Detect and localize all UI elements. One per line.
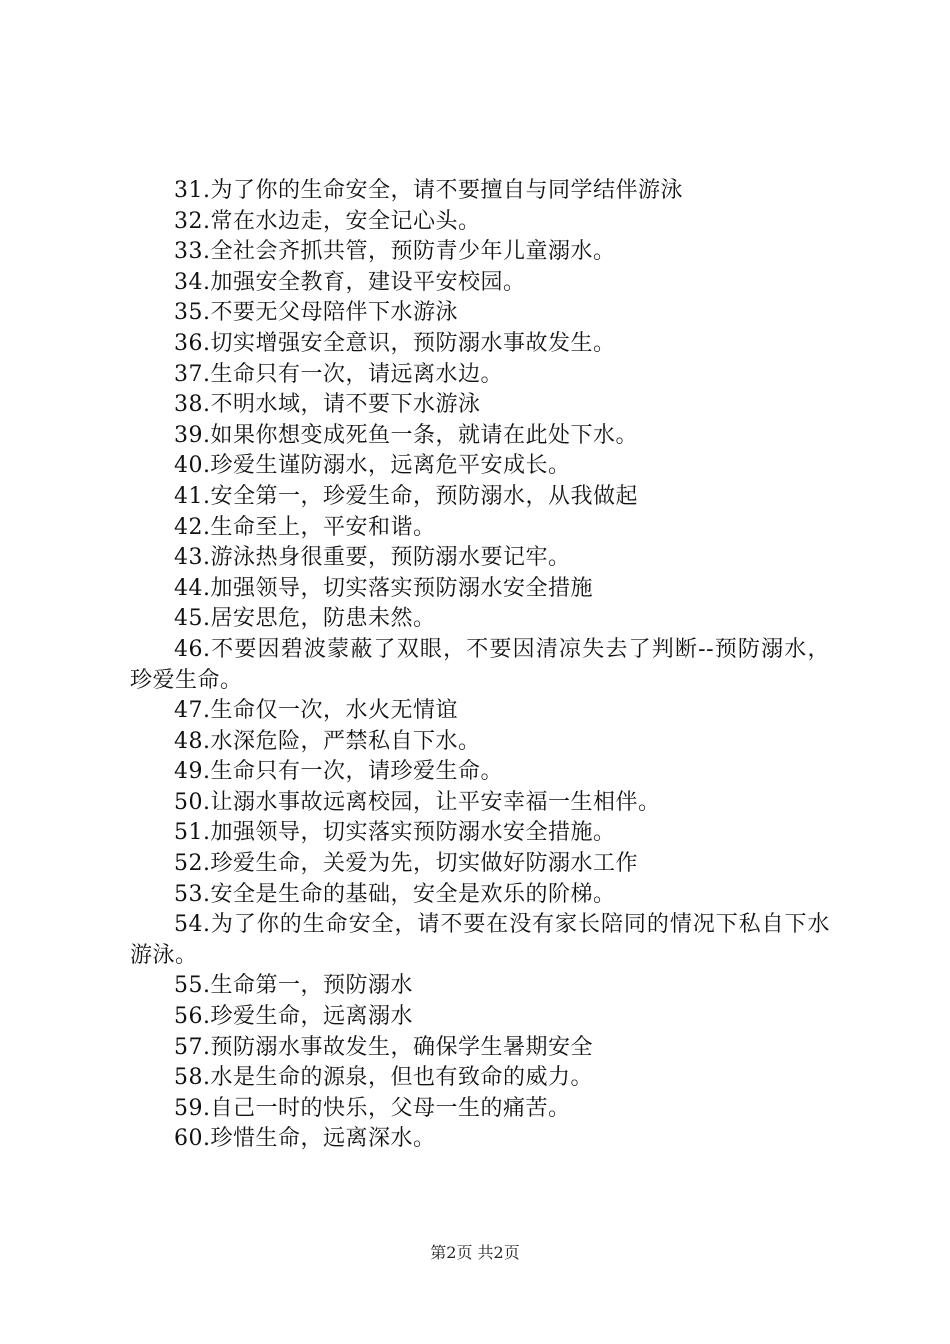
list-item: 49.生命只有一次，请珍爱生命。: [174, 759, 503, 785]
list-item: 56.珍爱生命，远离溺水: [174, 1004, 413, 1030]
list-item: 43.游泳热身很重要，预防溺水要记牢。: [174, 545, 571, 571]
list-item: 33.全社会齐抓共管，预防青少年儿童溺水。: [174, 239, 616, 265]
list-item: 48.水深危险，严禁私自下水。: [174, 728, 481, 754]
list-item: 34.加强安全教育，建设平安校园。: [174, 269, 526, 295]
list-item: 47.生命仅一次，水火无情谊: [174, 698, 458, 724]
list-item: 37.生命只有一次，请远离水边。: [174, 361, 503, 387]
list-item: 46.不要因碧波蒙蔽了双眼，不要因清凉失去了判断--预防溺水，珍爱生命。: [130, 636, 830, 693]
list-item: 38.不明水域，请不要下水游泳: [174, 392, 481, 418]
list-item: 59.自己一时的快乐，父母一生的痛苦。: [174, 1095, 571, 1121]
list-item: 54.为了你的生命安全，请不要在没有家长陪同的情况下私自下水游泳。: [130, 912, 830, 968]
list-item: 31.为了你的生命安全，请不要擅自与同学结伴游泳: [174, 178, 683, 203]
list-item: 60.珍惜生命，远离深水。: [174, 1126, 436, 1152]
list-item: 44.加强领导，切实落实预防溺水安全措施: [174, 575, 593, 601]
page-footer: [0, 1243, 950, 1263]
slogan-list: [130, 176, 830, 1155]
list-item: 50.让溺水事故远离校园，让平安幸福一生相伴。: [174, 789, 661, 815]
list-item: 58.水是生命的源泉，但也有致命的威力。: [174, 1065, 593, 1091]
list-item: 39.如果你想变成死鱼一条，就请在此处下水。: [174, 422, 638, 448]
list-item: 41.安全第一，珍爱生命，预防溺水，从我做起: [174, 483, 638, 509]
list-item: 51.加强领导，切实落实预防溺水安全措施。: [174, 820, 616, 846]
list-item: 35.不要无父母陪伴下水游泳: [174, 300, 458, 326]
list-item: 57.预防溺水事故发生，确保学生暑期安全: [174, 1034, 593, 1060]
list-item: 52.珍爱生命，关爱为先，切实做好防溺水工作: [174, 851, 638, 877]
page-number-label: 第2页 共2页: [430, 1243, 520, 1262]
list-item: 40.珍爱生谨防溺水，远离危平安成长。: [174, 453, 571, 479]
list-item: 53.安全是生命的基础，安全是欢乐的阶梯。: [174, 881, 616, 907]
list-item: 42.生命至上，平安和谐。: [174, 514, 436, 540]
list-item: 55.生命第一，预防溺水: [174, 973, 413, 999]
list-item: 36.切实增强安全意识，预防溺水事故发生。: [174, 330, 616, 356]
list-item: 45.居安思危，防患未然。: [174, 606, 436, 632]
list-item: 32.常在水边走，安全记心头。: [174, 208, 481, 234]
